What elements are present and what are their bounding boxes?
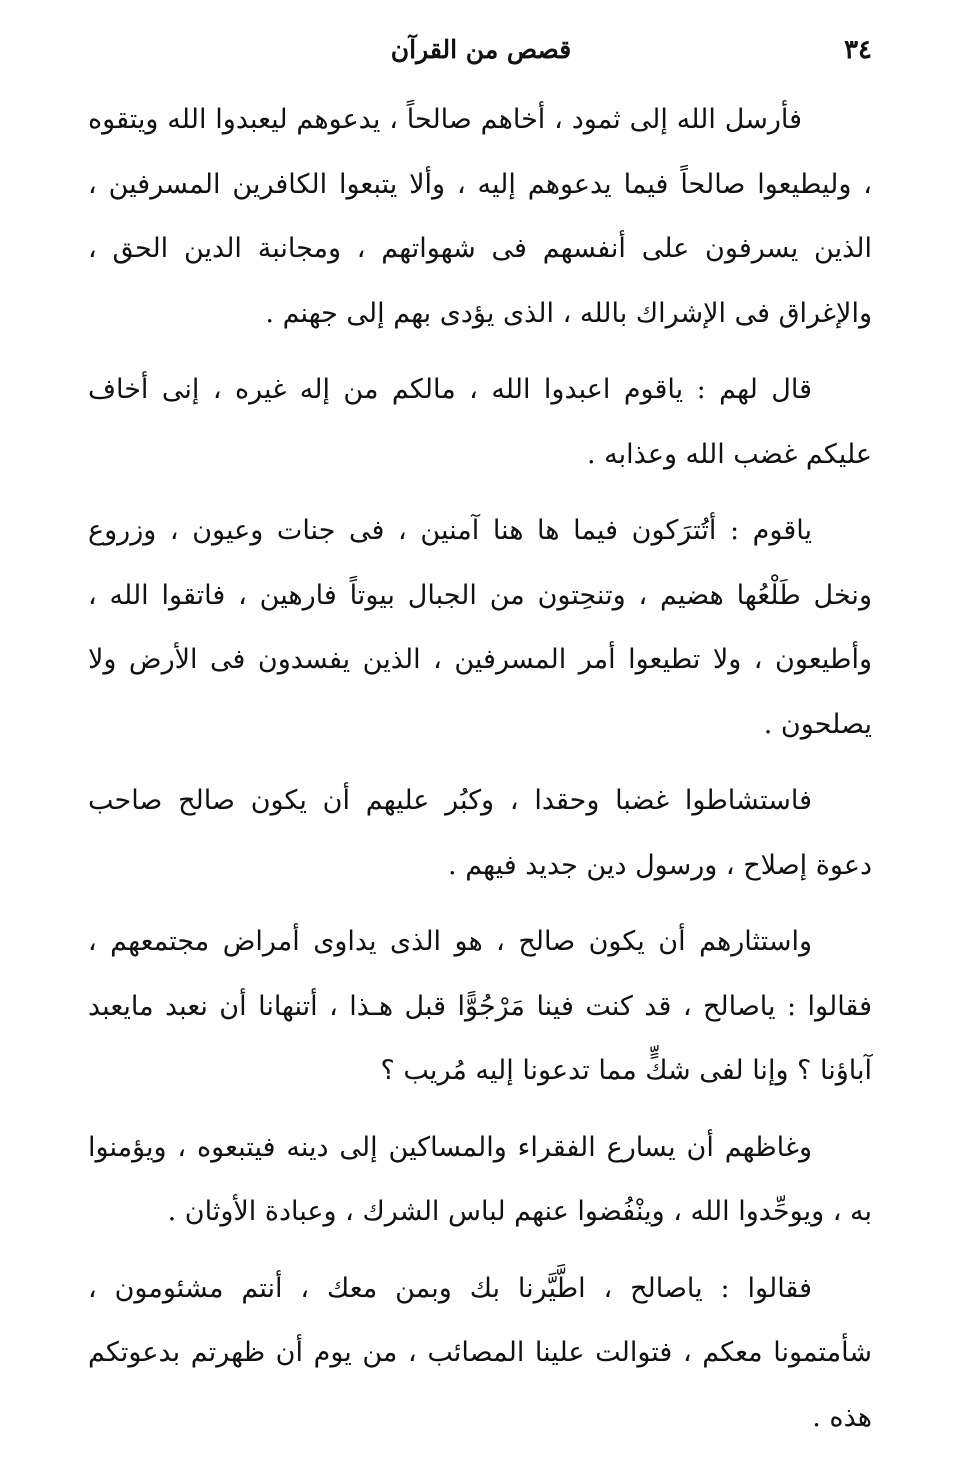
paragraph: واستثارهم أن يكون صالح ، هو الذى يداوى أمراض مجتمعهم ، فقالوا : ياصالح ، قد كنت فينا مَرْجُوًّا قبل هـذا ، أتنهانا أن نعبد مايعبد آباؤنا ؟ وإنا لفى شكٍّ مما تدعونا إليه مُريب ؟ bbox=[88, 926, 872, 1086]
running-title: قصص من القرآن bbox=[390, 35, 572, 64]
body-text bbox=[88, 88, 872, 1462]
paragraph: قال لهم : ياقوم اعبدوا الله ، مالكم من إله غيره ، إنى أخاف عليكم غضب الله وعذابه . bbox=[88, 374, 872, 470]
page-header bbox=[90, 30, 872, 70]
paragraph: وغاظهم أن يسارع الفقراء والمساكين إلى دينه فيتبعوه ، ويؤمنوا به ، ويوحِّدوا الله ، وينْفُضوا عنهم لباس الشرك ، وعبادة الأوثان . bbox=[88, 1131, 872, 1227]
page-number: ٣٤ bbox=[844, 35, 872, 65]
paragraph: فأرسل الله إلى ثمود ، أخاهم صالحاً ، يدعوهم ليعبدوا الله ويتقوه ، وليطيعوا صالحاً فيما يدعوهم إليه ، وألا يتبعوا الكافرين المسرفين ، الذين يسرفون على أنفسهم فى شهواتهم ، ومجانبة الدين الحق ، والإغراق فى الإشراك بالله ، الذى يؤدى بهم إلى جهنم . bbox=[88, 104, 872, 329]
paragraph: ياقوم : أتُترَكون فيما ها هنا آمنين ، فى جنات وعيون ، وزروع ونخل طَلْعُها هضيم ، وتنحِتون من الجبال بيوتاً فارهين ، فاتقوا الله ، وأطيعون ، ولا تطيعوا أمر المسرفين ، الذين يفسدون فى الأرض ولا يصلحون . bbox=[88, 515, 872, 740]
paragraph: فاستشاطوا غضبا وحقدا ، وكبُر عليهم أن يكون صالح صاحب دعوة إصلاح ، ورسول دين جديد فيهم . bbox=[88, 785, 872, 881]
paragraph: فقالوا : ياصالح ، اطَّيَّرنا بك وبمن معك ، أنتم مشئومون ، شأمتمونا معكم ، فتوالت علينا المصائب ، من يوم أن ظهرتم بدعوتكم هذه . bbox=[88, 1272, 872, 1433]
